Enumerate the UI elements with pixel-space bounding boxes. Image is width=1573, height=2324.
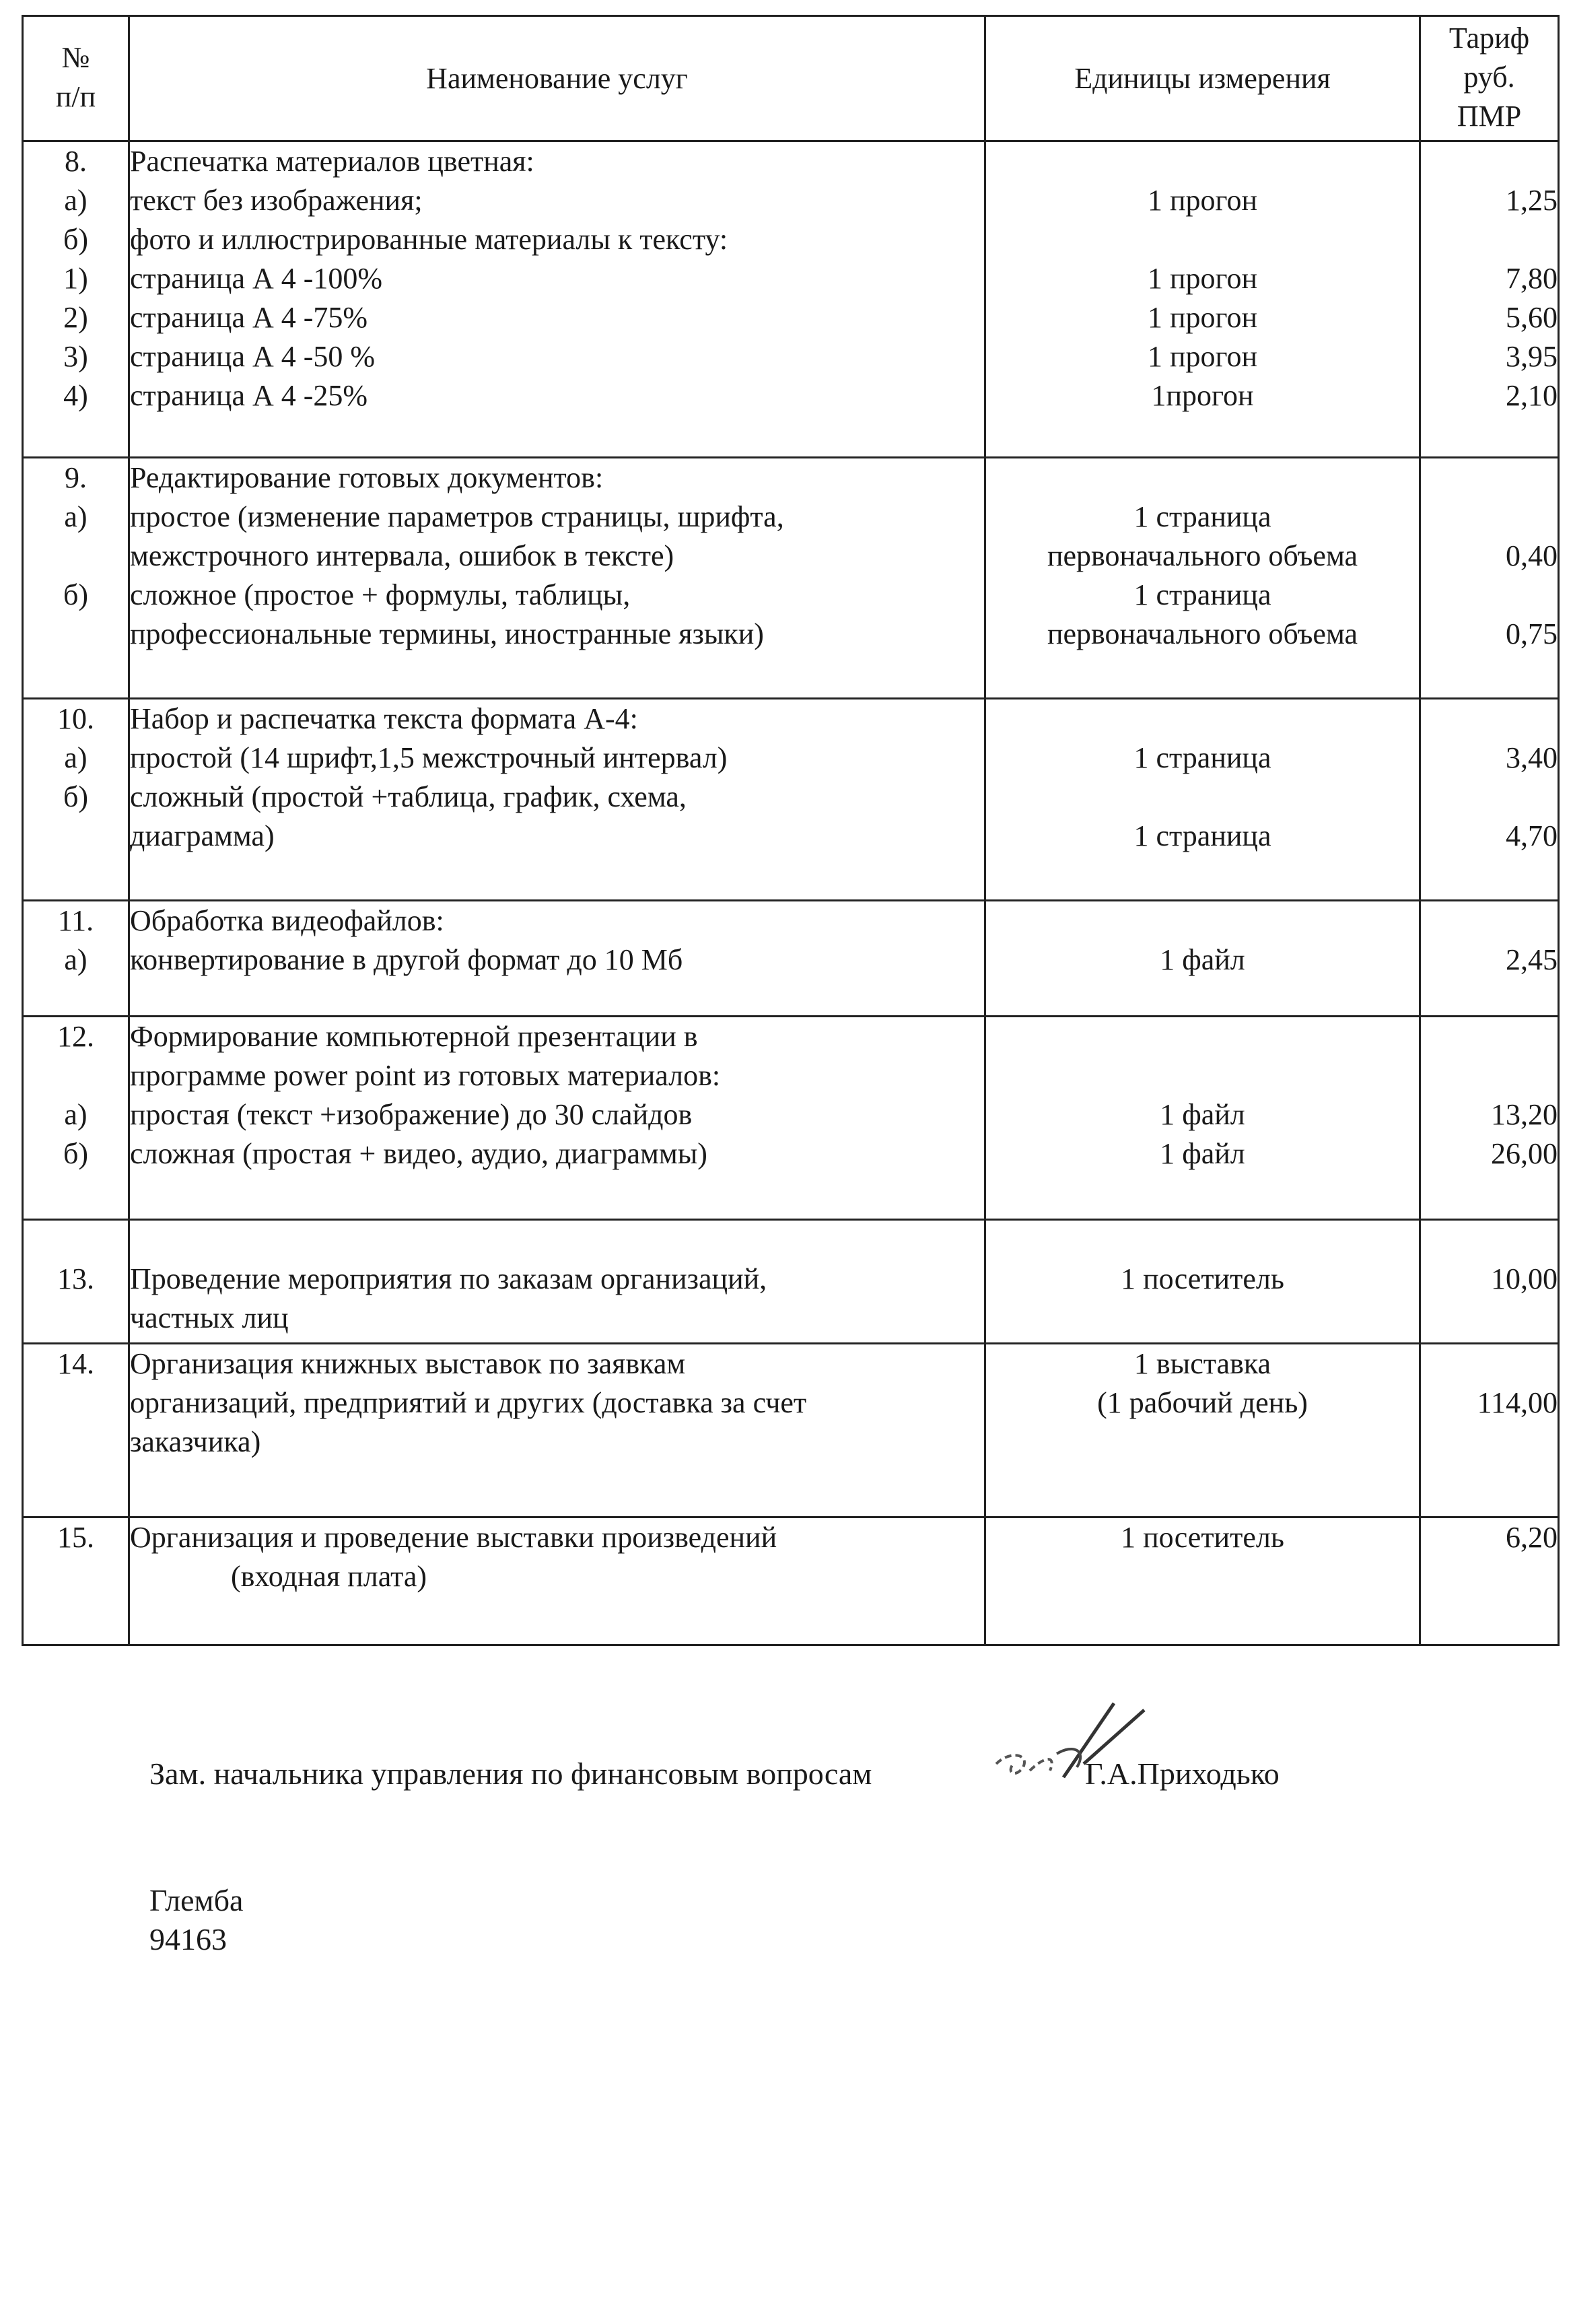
unit-of-measure (986, 458, 1419, 498)
tariff-value (1421, 901, 1558, 941)
header-tariff (1420, 16, 1559, 141)
header-number-line: № (61, 40, 90, 74)
service-name-cell (129, 1017, 985, 1220)
unit-of-measure-cell (985, 901, 1420, 1017)
unit-of-measure (986, 699, 1419, 739)
item-number-cell (23, 141, 129, 458)
tariff-value: 4,70 (1506, 819, 1558, 852)
unit-of-measure: 1 файл (1160, 1137, 1245, 1170)
tariff-value: 0,75 (1506, 617, 1558, 650)
tariff-value-cell (1420, 141, 1559, 458)
service-name: текст без изображения; (130, 184, 423, 217)
service-name-cell (129, 1220, 985, 1344)
item-number: б) (63, 1137, 89, 1170)
unit-of-measure (986, 901, 1419, 941)
service-name: страница А 4 -25% (130, 379, 368, 412)
tariff-value: 0,40 (1506, 539, 1558, 572)
unit-of-measure (986, 1299, 1419, 1338)
header-tariff-line: руб. (1463, 60, 1515, 94)
service-name: конвертирование в другой формат до 10 Мб (130, 943, 683, 976)
tariff-value: 13,20 (1491, 1098, 1558, 1131)
item-number (24, 1383, 128, 1423)
service-name: диаграмма) (130, 819, 275, 852)
item-number: а) (64, 943, 88, 976)
tariff-value: 3,40 (1506, 741, 1558, 774)
service-name: организаций, предприятий и других (доставка за счет (130, 1386, 807, 1419)
tariff-value-cell (1420, 1017, 1559, 1220)
unit-of-measure: 1 прогон (1147, 262, 1258, 295)
item-number-cell (23, 1220, 129, 1344)
service-name: страница А 4 -100% (130, 262, 383, 295)
service-name-cell (129, 1344, 985, 1517)
item-number (24, 1557, 128, 1596)
tariff-value: 5,60 (1506, 301, 1558, 334)
service-name-cell (129, 141, 985, 458)
table-row (23, 1344, 1559, 1517)
tariff-value (1421, 458, 1558, 498)
unit-of-measure: 1 файл (1160, 943, 1245, 976)
service-name-cell (129, 1517, 985, 1645)
unit-of-measure (986, 778, 1419, 817)
tariff-value-cell (1420, 1344, 1559, 1517)
service-name: Проведение мероприятия по заказам организаций, (130, 1262, 767, 1295)
item-number-cell (23, 901, 129, 1017)
service-name: Формирование компьютерной презентации в (130, 1020, 698, 1053)
service-name: сложный (простой +таблица, график, схема, (130, 780, 687, 813)
tariff-value (1421, 1557, 1558, 1596)
item-number-cell (23, 699, 129, 901)
tariff-value (1421, 498, 1558, 537)
item-number (24, 1056, 128, 1095)
tariff-value: 1,25 (1506, 184, 1558, 217)
unit-of-measure (986, 1056, 1419, 1095)
table-row (23, 901, 1559, 1017)
unit-of-measure-cell (985, 1017, 1420, 1220)
unit-of-measure-cell (985, 1517, 1420, 1645)
item-number: а) (64, 741, 88, 774)
unit-of-measure: первоначального объема (1047, 617, 1358, 650)
service-name: фото и иллюстрированные материалы к тексту: (130, 223, 728, 256)
item-number: 3) (63, 340, 88, 373)
unit-of-measure-cell (985, 458, 1420, 699)
service-name: простая (текст +изображение) до 30 слайдов (130, 1098, 693, 1131)
header-tariff-line: Тариф (1448, 21, 1530, 55)
service-name: заказчика) (130, 1425, 261, 1458)
unit-of-measure: 1 страница (1133, 500, 1271, 533)
table-row (23, 1517, 1559, 1645)
unit-of-measure (986, 220, 1419, 259)
header-number-line: п/п (55, 79, 96, 113)
service-name: межстрочного интервала, ошибок в тексте) (130, 539, 674, 572)
unit-of-measure-cell (985, 699, 1420, 901)
item-number: б) (63, 223, 89, 256)
table-row (23, 699, 1559, 901)
unit-of-measure: 1 страница (1133, 578, 1271, 611)
item-number (24, 817, 128, 856)
item-number: 15. (57, 1521, 94, 1554)
item-number: 4) (63, 379, 88, 412)
unit-of-measure: 1прогон (1151, 379, 1254, 412)
executor-name: Глемба (149, 1883, 244, 1917)
table-body (23, 141, 1559, 1645)
item-number: 1) (63, 262, 88, 295)
item-number: 11. (57, 904, 94, 937)
tariff-value (1421, 220, 1558, 259)
tariff-value: 10,00 (1491, 1262, 1558, 1295)
tariff-value (1421, 699, 1558, 739)
item-number (24, 1299, 128, 1338)
tariff-value: 26,00 (1491, 1137, 1558, 1170)
header-unit: Единицы измерения (985, 16, 1420, 141)
table-row (23, 1220, 1559, 1344)
header-tariff-line: ПМР (1457, 99, 1522, 133)
unit-of-measure: 1 выставка (1133, 1347, 1271, 1380)
unit-of-measure: 1 посетитель (1121, 1521, 1284, 1554)
service-name: Редактирование готовых документов: (130, 461, 604, 494)
item-number: а) (64, 500, 88, 533)
unit-of-measure: 1 посетитель (1121, 1262, 1284, 1295)
service-name: частных лиц (130, 1301, 289, 1334)
service-name (130, 1221, 984, 1260)
unit-of-measure (986, 1221, 1419, 1260)
item-number-cell (23, 1017, 129, 1220)
tariff-value-cell (1420, 699, 1559, 901)
unit-of-measure: 1 страница (1133, 741, 1271, 774)
service-name: сложное (простое + формулы, таблицы, (130, 578, 631, 611)
tariff-value (1421, 1344, 1558, 1383)
table-header-row (23, 16, 1559, 141)
tariff-value-cell (1420, 1220, 1559, 1344)
tariff-value (1421, 1299, 1558, 1338)
tariff-value (1421, 778, 1558, 817)
service-name: простой (14 шрифт,1,5 межстрочный интервал) (130, 741, 728, 774)
signatory-name: Г.А.Приходько (1085, 1756, 1280, 1791)
tariff-value (1421, 142, 1558, 181)
tariff-value-cell (1420, 458, 1559, 699)
unit-of-measure: (1 рабочий день) (1097, 1386, 1308, 1419)
unit-of-measure (986, 142, 1419, 181)
item-number-cell (23, 458, 129, 699)
item-number: б) (63, 780, 89, 813)
service-name: простое (изменение параметров страницы, шрифта, (130, 500, 784, 533)
unit-of-measure-cell (985, 141, 1420, 458)
item-number: 10. (57, 702, 94, 735)
service-name: страница А 4 -50 % (130, 340, 376, 373)
service-name: профессиональные термины, иностранные языки) (130, 617, 764, 650)
tariff-value (1421, 1056, 1558, 1095)
item-number-cell (23, 1517, 129, 1645)
item-number: 8. (65, 145, 87, 178)
service-name: Организация и проведение выставки произведений (130, 1521, 777, 1554)
service-name: сложная (простая + видео, аудио, диаграммы) (130, 1137, 707, 1170)
item-number: 9. (65, 461, 87, 494)
service-name-cell (129, 699, 985, 901)
service-name: страница А 4 -75% (130, 301, 368, 334)
tariff-value (1421, 1221, 1558, 1260)
item-number: 2) (63, 301, 88, 334)
tariff-value: 2,10 (1506, 379, 1558, 412)
table-row (23, 458, 1559, 699)
unit-of-measure-cell (985, 1220, 1420, 1344)
unit-of-measure-cell (985, 1344, 1420, 1517)
service-name-cell (129, 458, 985, 699)
executor-phone: 94163 (149, 1922, 227, 1956)
service-name: Организация книжных выставок по заявкам (130, 1347, 686, 1380)
tariff-value (1421, 576, 1558, 615)
tariff-value: 114,00 (1477, 1386, 1558, 1419)
position-title: Зам. начальника управления по финансовым вопросам (149, 1756, 872, 1791)
item-number: 14. (57, 1347, 94, 1380)
services-table (22, 15, 1560, 1646)
header-number (23, 16, 129, 141)
item-number (24, 1423, 128, 1462)
service-name: (входная плата) (231, 1560, 427, 1593)
item-number-cell (23, 1344, 129, 1517)
tariff-value-cell (1420, 901, 1559, 1017)
item-number: б) (63, 578, 89, 611)
service-name: Обработка видеофайлов: (130, 904, 444, 937)
tariff-value (1421, 1423, 1558, 1462)
service-name-cell (129, 901, 985, 1017)
tariff-value: 3,95 (1506, 340, 1558, 373)
service-name: Набор и распечатка текста формата А-4: (130, 702, 638, 735)
unit-of-measure: 1 прогон (1147, 301, 1258, 334)
unit-of-measure (986, 1557, 1419, 1596)
unit-of-measure: 1 страница (1133, 819, 1271, 852)
item-number: 13. (57, 1262, 94, 1295)
unit-of-measure (986, 1017, 1419, 1056)
tariff-value: 6,20 (1506, 1521, 1558, 1554)
service-name: Распечатка материалов цветная: (130, 145, 534, 178)
unit-of-measure: 1 прогон (1147, 184, 1258, 217)
item-number: 12. (57, 1020, 94, 1053)
unit-of-measure: 1 файл (1160, 1098, 1245, 1131)
tariff-value: 2,45 (1506, 943, 1558, 976)
header-service-name: Наименование услуг (129, 16, 985, 141)
tariff-value: 7,80 (1506, 262, 1558, 295)
service-name: программе power point из готовых материалов: (130, 1059, 721, 1092)
item-number: а) (64, 184, 88, 217)
item-number (24, 615, 128, 654)
unit-of-measure: первоначального объема (1047, 539, 1358, 572)
item-number (24, 537, 128, 576)
item-number (24, 1221, 128, 1260)
tariff-value (1421, 1017, 1558, 1056)
unit-of-measure (986, 1423, 1419, 1462)
tariff-value-cell (1420, 1517, 1559, 1645)
table-row (23, 141, 1559, 458)
unit-of-measure: 1 прогон (1147, 340, 1258, 373)
item-number: а) (64, 1098, 88, 1131)
table-row (23, 1017, 1559, 1220)
